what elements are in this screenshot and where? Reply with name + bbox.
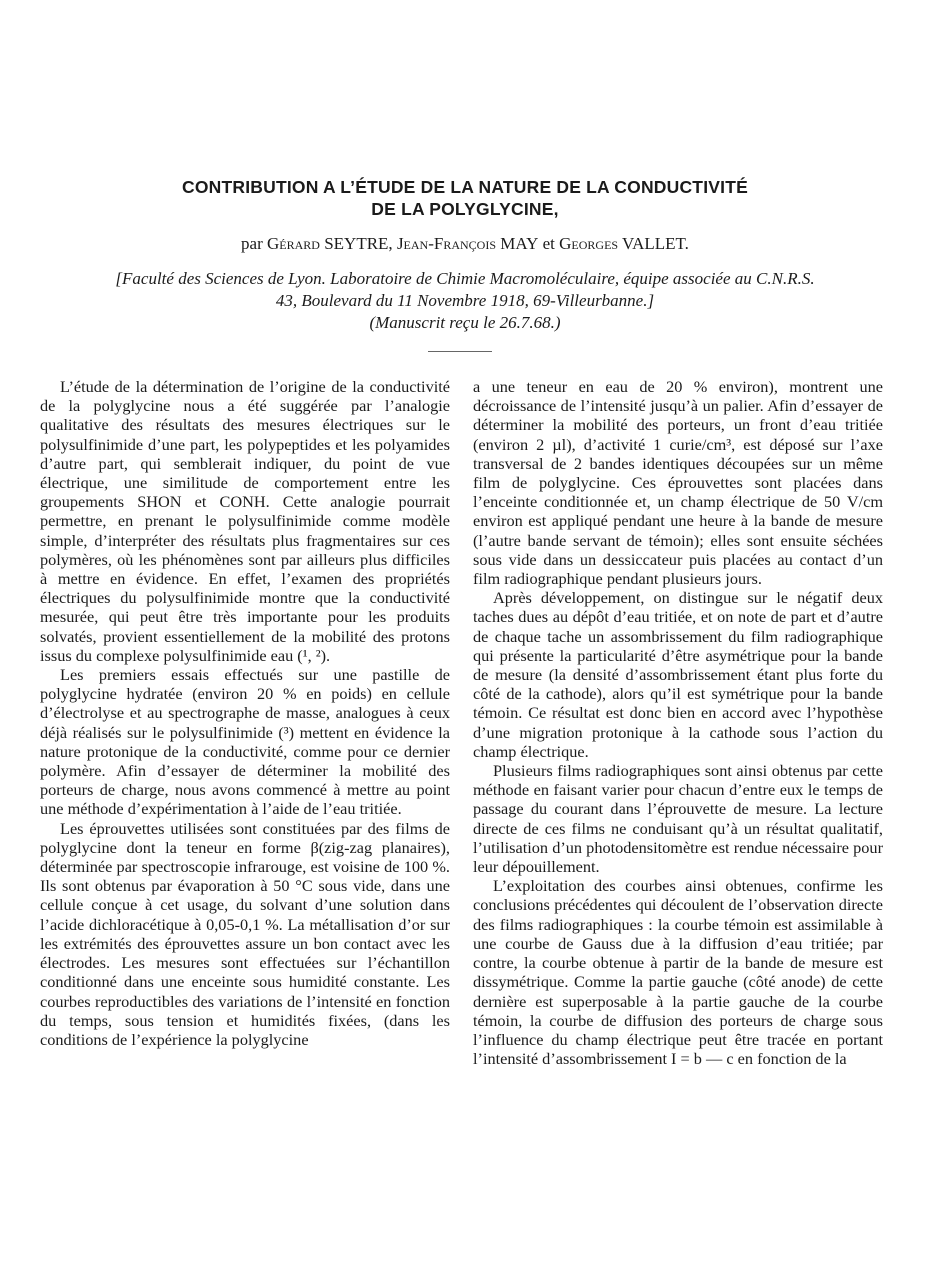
title-line-2: DE LA POLYGLYCINE,	[371, 199, 559, 219]
left-paragraph-1: L’étude de la détermination de l’origine de la conductivité de la polyglycine nous a été suggérée par l’analogie qualitative des résultats des mesures électriques sur le polysulfinimide d’une part, les polypeptides et les polyamides d’autre part, qui semblerait indiquer, du point de vue électrique, une similitude de comportement entre les groupements SHON et CONH. Cette analogie pourrait permettre, en prenant le polysulfinimide comme modèle simple, d’interpréter des résultats plus fragmentaires sur ces polymères, où les phénomènes sont par ailleurs plus difficiles à mettre en évidence. En effet, l’examen des propriétés électriques du polysulfinimide montre que la conductivité mesurée, qui peut être très importante pour les produits solvatés, provient essentiellement de la mobilité des protons issus du complexe polysulfinimide eau (¹, ²).	[40, 377, 450, 665]
affiliation-line-1: [Faculté des Sciences de Lyon. Laboratoire de Chimie Macromoléculaire, équipe associée au C.N.R.S.	[115, 269, 815, 288]
separator-rule	[428, 351, 492, 352]
right-paragraph-3: Plusieurs films radiographiques sont ainsi obtenus par cette méthode en faisant varier pour chacun d’entre eux le temps de passage du courant dans l’éprouvette de mesure. La lecture directe de ces films ne conduisant qu’à un résultat qualitatif, l’utilisation d’un photodensitomètre est rendue nécessaire pour leur dépouillement.	[473, 761, 883, 877]
left-column	[40, 377, 450, 1049]
author-line	[60, 233, 870, 255]
by-label: par	[241, 234, 263, 253]
author-seytre: Gérard SEYTRE,	[267, 234, 393, 253]
title-line-1: CONTRIBUTION A L’ÉTUDE DE LA NATURE DE LA CONDUCTIVITÉ	[182, 177, 748, 197]
right-column	[473, 377, 883, 1068]
author-may: Jean-François MAY	[396, 234, 539, 253]
affiliation	[60, 268, 870, 334]
received-date: (Manuscrit reçu le 26.7.68.)	[369, 313, 561, 332]
right-paragraph-2: Après développement, on distingue sur le négatif deux taches dues au dépôt d’eau tritiée, et on note de part et d’autre de chaque tache un assombrissement du film radiographique qui présente la particularité d’être asymétrique pour la bande de mesure (la densité d’assombrissement étant plus forte du côté de la cathode), alors qu’il est symétrique pour la bande témoin. Ce résultat est donc bien en accord avec l’hypothèse d’une migration protonique à la cathode sous l’action du champ électrique.	[473, 588, 883, 761]
right-paragraph-4: L’exploitation des courbes ainsi obtenues, confirme les conclusions précédentes qui découlent de l’observation directe des films radiographiques : la courbe témoin est assimilable à une courbe de Gauss due à la diffusion d’eau tritiée; par contre, la courbe obtenue à partir de la bande de mesure est dissymétrique. Comme la partie gauche (côté anode) de cette dernière est superposable à la partie gauche de la courbe témoin, la courbe de diffusion des porteurs de charge sous l’influence du champ électrique peut être tracée en portant l’intensité d’assombrissement I = b — c en fonction de la	[473, 876, 883, 1069]
article-title	[60, 176, 870, 220]
and-label: et	[542, 234, 555, 253]
left-paragraph-2: Les premiers essais effectués sur une pastille de polyglycine hydratée (environ 20 % en poids) en cellule d’électrolyse et au spectrographe de masse, analogues à ceux déjà réalisés sur le polysulfinimide (³) mettent en évidence la nature protonique de la conductivité, comme pour ce dernier polymère. Afin d’essayer de déterminer la mobilité des porteurs de charge, nous avons commencé à mettre au point une méthode d’expérimentation à l’aide de l’eau tritiée.	[40, 665, 450, 819]
right-paragraph-1: a une teneur en eau de 20 % environ), montrent une décroissance de l’intensité jusqu’à un palier. Afin d’essayer de déterminer la mobilité des porteurs, un front d’eau tritiée (environ 2 µl), d’activité 1 curie/cm³, est déposé sur l’axe transversal de 2 bandes identiques découpées sur un même film de polyglycine. Ces éprouvettes sont placées dans l’enceinte conditionnée et, un champ électrique de 50 V/cm environ est appliqué pendant une heure à la bande de mesure (l’autre bande servant de témoin); elles sont ensuite séchées sous vide dans un dessiccateur puis placées au contact d’un film radiographique pendant plusieurs jours.	[473, 377, 883, 589]
left-paragraph-3: Les éprouvettes utilisées sont constituées par des films de polyglycine dont la teneur en forme β(zig-zag planaires), déterminée par spectroscopie infrarouge, est voisine de 100 %. Ils sont obtenus par évaporation à 50 °C sous vide, dans une cellule conçue à cet usage, du solvant d’une solution dans l’acide dichloracétique à 0,05-0,1 %. La métallisation d’or sur les extrémités des éprouvettes assure un bon contact avec les électrodes. Les mesures sont effectuées sur l’échantillon conditionné dans une enceinte sous humidité constante. Les courbes reproductibles des variations de l’intensité en fonction du temps, sous tension et humidités fixées, (dans les conditions de l’expérience la polyglycine	[40, 818, 450, 1049]
author-vallet: Georges VALLET.	[559, 234, 689, 253]
affiliation-line-2: 43, Boulevard du 11 Novembre 1918, 69-Villeurbanne.]	[275, 291, 655, 310]
